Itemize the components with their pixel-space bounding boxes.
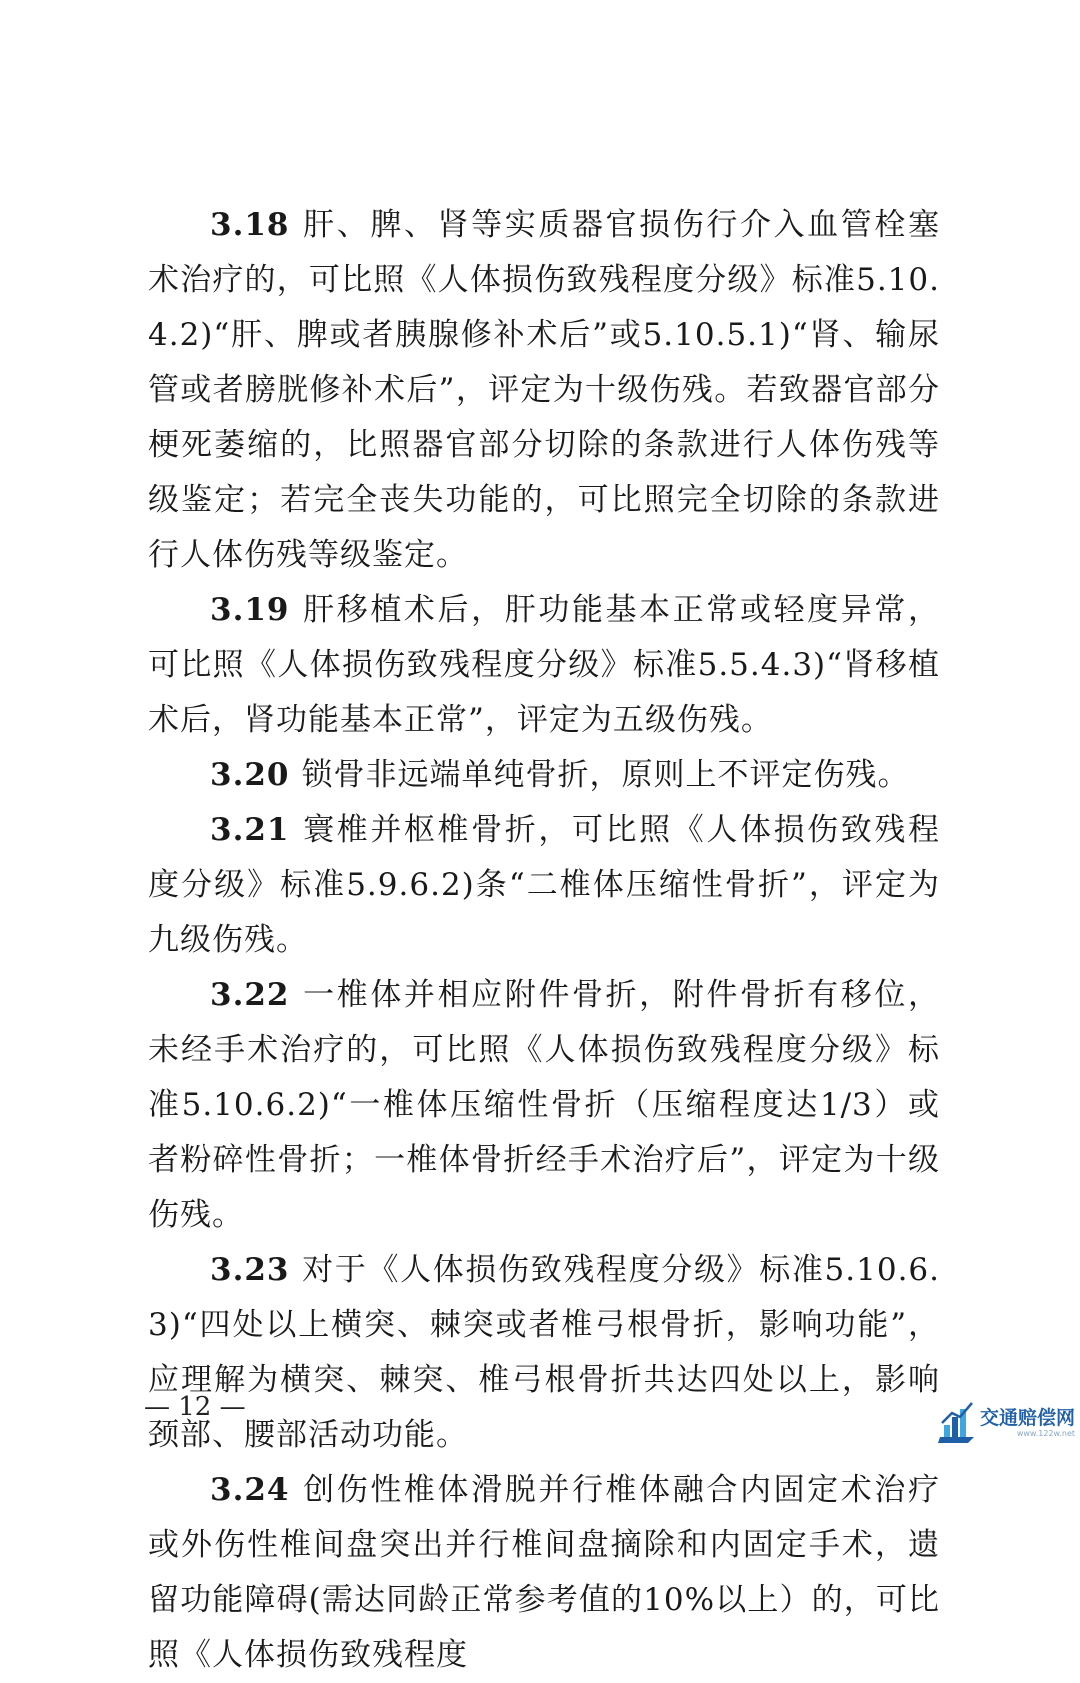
clause-text: 对于《人体损伤致残程度分级》标准5.10.6.3)“四处以上横突、棘突或者椎弓根骨折，影响功能”，应理解为横突、棘突、椎弓根骨折共达四处以上，影响颈部、腰部活动功能。 — [148, 1252, 940, 1453]
clause-number: 3.23 — [210, 1252, 290, 1288]
clause-number: 3.24 — [210, 1472, 290, 1508]
clause-text: 寰椎并枢椎骨折，可比照《人体损伤致残程度分级》标准5.9.6.2)条“二椎体压缩性骨折”，评定为九级伤残。 — [148, 812, 940, 958]
clause-3-22 — [148, 968, 940, 1243]
clause-number: 3.20 — [210, 757, 290, 793]
clause-number: 3.18 — [210, 207, 290, 243]
clause-text: 肝移植术后，肝功能基本正常或轻度异常，可比照《人体损伤致残程度分级》标准5.5.4.3)“肾移植术后，肾功能基本正常”，评定为五级伤残。 — [148, 592, 940, 738]
clause-3-20 — [148, 748, 940, 803]
watermark-url: www.122w.net — [1016, 1429, 1076, 1438]
clause-text: 创伤性椎体滑脱并行椎体融合内固定术治疗或外伤性椎间盘突出并行椎间盘摘除和内固定手术，遗留功能障碍(需达同龄正常参考值的10%以上）的，可比照《人体损伤致残程度 — [148, 1472, 940, 1673]
clause-number: 3.21 — [210, 812, 290, 848]
document-body — [148, 198, 940, 1683]
page-number: — 12 — — [144, 1392, 246, 1422]
clause-3-24 — [148, 1463, 940, 1683]
watermark-logo — [938, 1398, 1076, 1448]
watermark-name: 交通赔偿网 — [980, 1407, 1076, 1429]
clause-3-18 — [148, 198, 940, 583]
clause-3-23 — [148, 1243, 940, 1463]
clause-text: 锁骨非远端单纯骨折，原则上不评定伤残。 — [301, 757, 910, 793]
clause-text: 一椎体并相应附件骨折，附件骨折有移位，未经手术治疗的，可比照《人体损伤致残程度分级》标准5.10.6.2)“一椎体压缩性骨折（压缩程度达1/3）或者粉碎性骨折；一椎体骨折经手术治疗后”，评定为十级伤残。 — [148, 977, 940, 1233]
clause-number: 3.19 — [210, 592, 290, 628]
bar-chart-logo-icon — [938, 1401, 976, 1445]
clause-3-21 — [148, 803, 940, 968]
clause-text: 肝、脾、肾等实质器官损伤行介入血管栓塞术治疗的，可比照《人体损伤致残程度分级》标准5.10.4.2)“肝、脾或者胰腺修补术后”或5.10.5.1)“肾、输尿管或者膀胱修补术后”，评定为十级伤残。若致器官部分梗死萎缩的，比照器官部分切除的条款进行人体伤残等级鉴定；若完全丧失功能的，可比照完全切除的条款进行人体伤残等级鉴定。 — [148, 207, 940, 573]
clause-number: 3.22 — [210, 977, 290, 1013]
clause-3-19 — [148, 583, 940, 748]
watermark-text — [980, 1407, 1075, 1439]
